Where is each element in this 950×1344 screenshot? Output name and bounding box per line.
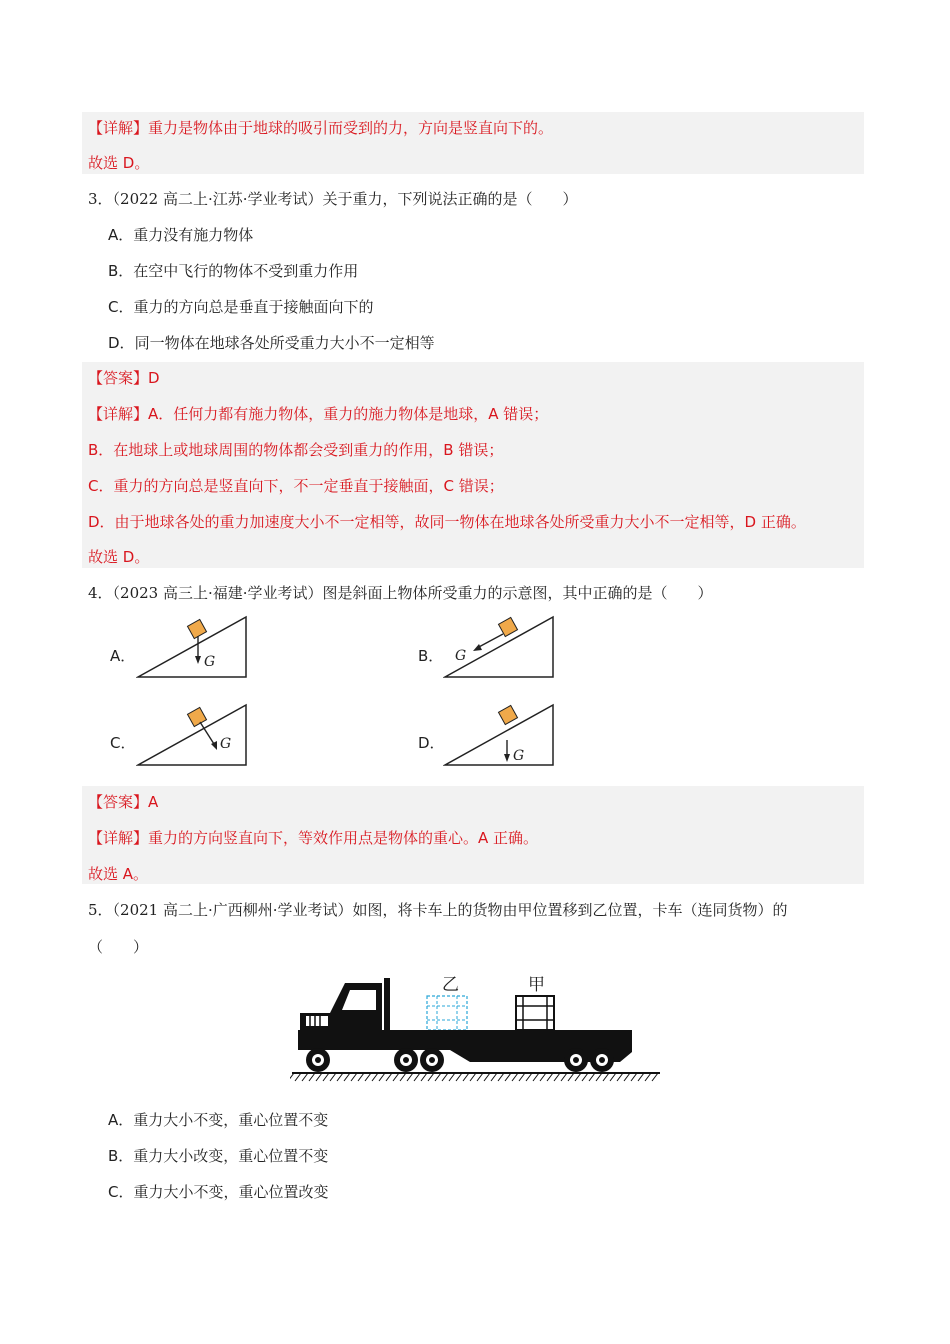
ground-hatch-line xyxy=(456,1073,462,1081)
ground-hatch-line xyxy=(407,1073,413,1081)
q3-option-d: D．同一物体在地球各处所受重力大小不一定相等 xyxy=(108,334,435,352)
q4-conclusion: 故选 A。 xyxy=(88,865,149,883)
force-label-c: G xyxy=(220,736,232,752)
ground-hatch-line xyxy=(449,1073,455,1081)
q3-detail-b: B．在地球上或地球周围的物体都会受到重力的作用，B 错误； xyxy=(88,441,504,459)
ground-hatch-line xyxy=(337,1073,343,1081)
q2-detail: 【详解】重力是物体由于地球的吸引而受到的力，方向是竖直向下的。 xyxy=(88,119,554,137)
trailer-deck xyxy=(390,1030,632,1040)
ground-hatch-line xyxy=(428,1073,434,1081)
q3-conclusion: 故选 D。 xyxy=(88,548,150,566)
q3-detail-a: 【详解】A．任何力都有施力物体，重力的施力物体是地球，A 错误； xyxy=(88,405,549,423)
q3-option-c: C．重力的方向总是垂直于接触面向下的 xyxy=(108,298,374,316)
ground-hatch-line xyxy=(575,1073,581,1081)
ground-hatch-line xyxy=(645,1073,651,1081)
ground-hatch-line xyxy=(435,1073,441,1081)
q2-conclusion: 故选 D。 xyxy=(88,154,150,172)
ground-hatch-line xyxy=(631,1073,637,1081)
ground-hatch-line xyxy=(554,1073,560,1081)
q4-stem: 4．（2023 高三上·福建·学业考试）图是斜面上物体所受重力的示意图，其中正确的是（ ） xyxy=(88,584,713,602)
q3-detail-c: C．重力的方向总是竖直向下，不一定垂直于接触面，C 错误； xyxy=(88,477,504,495)
block-d xyxy=(498,705,517,724)
q4-detail: 【详解】重力的方向竖直向下，等效作用点是物体的重心。A 正确。 xyxy=(88,829,539,847)
ground-hatch-line xyxy=(491,1073,497,1081)
q5-option-c: C．重力大小不变，重心位置改变 xyxy=(108,1183,329,1201)
ground-hatch-line xyxy=(330,1073,336,1081)
ground-hatch-line xyxy=(323,1073,329,1081)
block-b xyxy=(498,617,517,636)
force-label-a: G xyxy=(204,654,216,670)
ground-hatch-line xyxy=(540,1073,546,1081)
ground-hatch-line xyxy=(582,1073,588,1081)
ground-hatch-line xyxy=(365,1073,371,1081)
ground-hatch-line xyxy=(302,1073,308,1081)
ground-hatch-line xyxy=(484,1073,490,1081)
ground-hatch-line xyxy=(652,1073,658,1081)
q3-stem: 3．（2022 高二上·江苏·学业考试）关于重力，下列说法正确的是（ ） xyxy=(88,190,578,208)
ground-hatch-line xyxy=(351,1073,357,1081)
ground-hatch-line xyxy=(400,1073,406,1081)
q4-option-d-label: D． xyxy=(418,734,445,752)
force-label-b: G xyxy=(455,648,467,664)
q5-option-a: A．重力大小不变，重心位置不变 xyxy=(108,1111,329,1129)
ground-hatch-line xyxy=(386,1073,392,1081)
ground-hatch-line xyxy=(379,1073,385,1081)
ground-hatch-line xyxy=(596,1073,602,1081)
block-a xyxy=(187,619,206,638)
ground-hatch-line xyxy=(617,1073,623,1081)
cargo-yi xyxy=(427,996,467,1030)
ground-hatch-line xyxy=(344,1073,350,1081)
ground-hatch-line xyxy=(358,1073,364,1081)
ground-hatch-line xyxy=(589,1073,595,1081)
ground-hatch-line xyxy=(442,1073,448,1081)
q5-truck-figure xyxy=(290,968,662,1118)
label-jia: 甲 xyxy=(528,975,545,995)
q4-option-c-label: C． xyxy=(110,734,136,752)
q3-detail-d: D．由于地球各处的重力加速度大小不一定相等，故同一物体在地球各处所受重力大小不一定相等，D 正确。 xyxy=(88,513,806,531)
q3-answer: 【答案】D xyxy=(88,369,160,387)
ground-hatch-line xyxy=(568,1073,574,1081)
ground-hatch-line xyxy=(477,1073,483,1081)
q3-option-a: A．重力没有施力物体 xyxy=(108,226,254,244)
ground-hatch-line xyxy=(561,1073,567,1081)
q4-figure-a xyxy=(136,614,251,680)
ground-hatch-line xyxy=(372,1073,378,1081)
ground-hatch-line xyxy=(624,1073,630,1081)
q5-stem-cont: （ ） xyxy=(88,938,149,956)
ground-hatch-line xyxy=(526,1073,532,1081)
ground-hatch-line xyxy=(309,1073,315,1081)
q5-option-b: B．重力大小改变，重心位置不变 xyxy=(108,1147,329,1165)
ground-hatch-line xyxy=(610,1073,616,1081)
ground-hatch-line xyxy=(519,1073,525,1081)
label-yi: 乙 xyxy=(442,975,459,995)
q4-figure-d xyxy=(443,702,558,768)
q4-figure-c xyxy=(136,702,251,768)
ground-hatch-line xyxy=(638,1073,644,1081)
q4-figure-b xyxy=(443,614,558,680)
ground-hatch-line xyxy=(463,1073,469,1081)
ground-hatch-line xyxy=(414,1073,420,1081)
ground-hatch-line xyxy=(316,1073,322,1081)
block-c xyxy=(187,707,206,726)
ground-hatch-line xyxy=(421,1073,427,1081)
q3-option-b: B．在空中飞行的物体不受到重力作用 xyxy=(108,262,359,280)
q5-stem: 5．（2021 高二上·广西柳州·学业考试）如图，将卡车上的货物由甲位置移到乙位置，卡车（连同货物）的 xyxy=(88,901,788,919)
ground-hatch-line xyxy=(505,1073,511,1081)
ground-hatch-line xyxy=(498,1073,504,1081)
ground-hatch-line xyxy=(295,1073,301,1081)
q4-option-b-label: B． xyxy=(418,647,444,665)
q3-answer-block xyxy=(82,362,864,568)
ground-hatch-line xyxy=(290,1073,294,1081)
ground-hatch-line xyxy=(512,1073,518,1081)
ground-hatch-line xyxy=(393,1073,399,1081)
ground-hatch-line xyxy=(547,1073,553,1081)
ground-hatch-line xyxy=(603,1073,609,1081)
ground-hatch-line xyxy=(470,1073,476,1081)
force-label-d: G xyxy=(513,748,525,764)
cargo-jia xyxy=(516,996,554,1030)
q4-option-a-label: A． xyxy=(110,647,136,665)
ground-hatch-line xyxy=(533,1073,539,1081)
q4-answer: 【答案】A xyxy=(88,793,159,811)
